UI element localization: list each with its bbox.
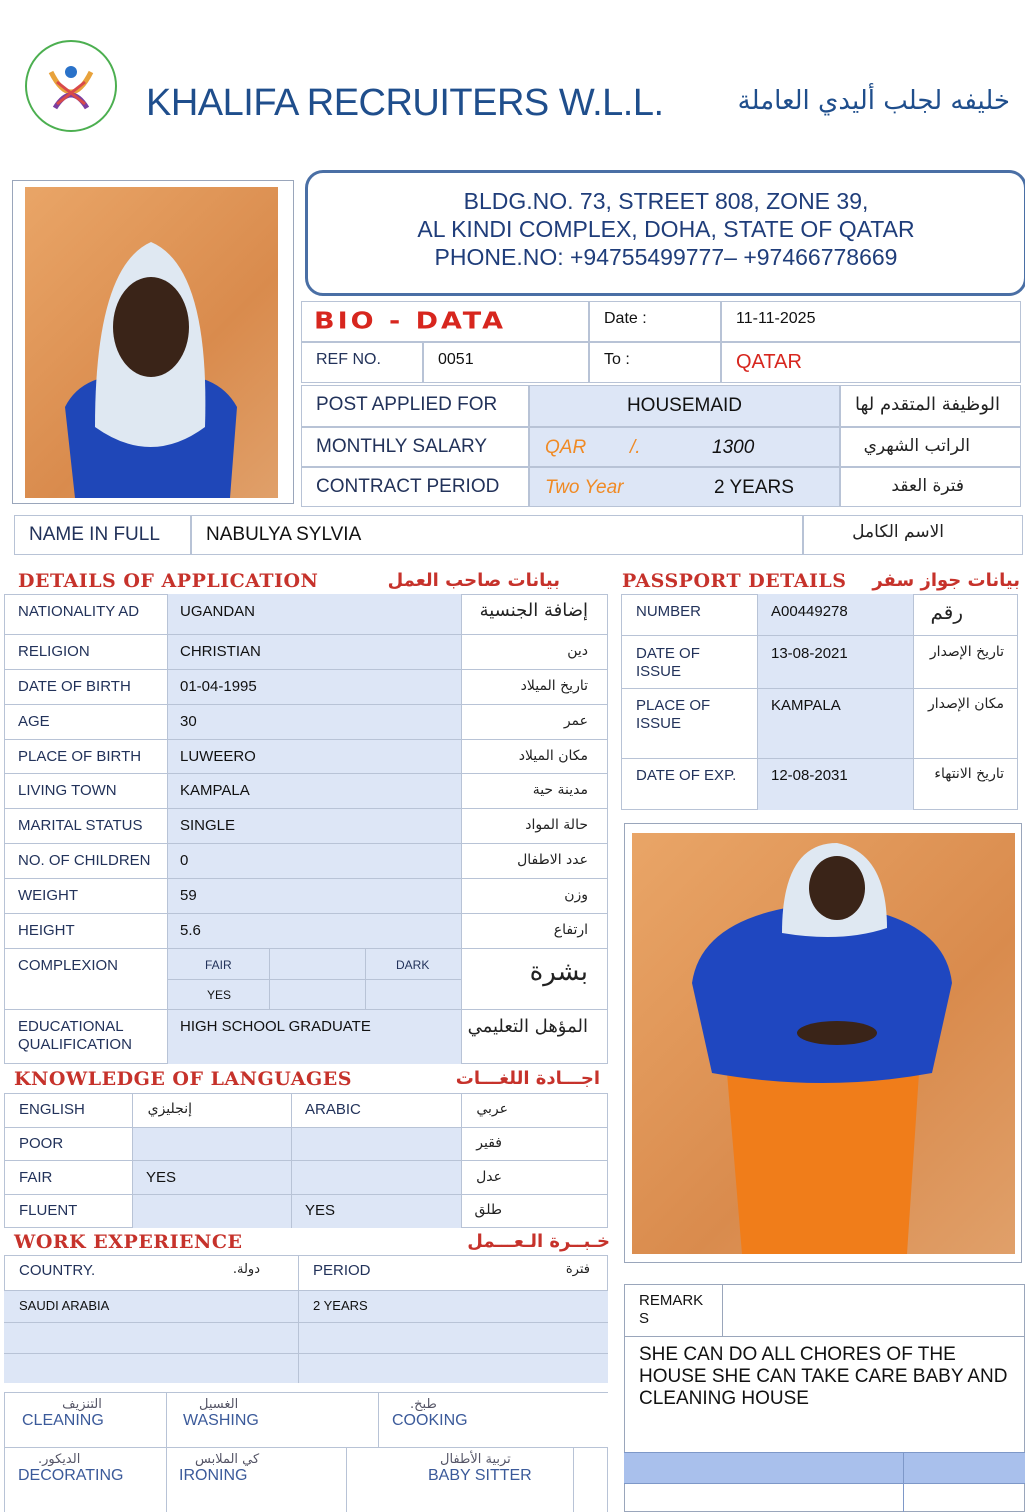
salary-separator: /. [630,437,641,458]
contract-hint: Two Year [545,477,624,498]
education-value: HIGH SCHOOL GRADUATE [180,1018,371,1035]
issue-date-label-2: ISSUE [636,663,682,680]
experience-section-title-arabic: خـبــرة الـعـــمل [467,1231,610,1252]
experience-period: 2 YEARS [313,1298,368,1313]
passport-number-label: NUMBER [636,603,702,620]
name-arabic-cell [803,515,1023,555]
contract-value: 2 YEARS [714,477,794,498]
complexion-label: COMPLEXION [18,957,119,974]
level-fair: FAIR [19,1169,53,1186]
post-label: POST APPLIED FOR [316,394,498,415]
level-poor-arabic: فقير [476,1135,502,1151]
date-label-cell [589,301,721,342]
experience-country: SAUDI ARABIA [19,1298,110,1313]
full-body-photo-frame [624,823,1022,1263]
language-english-arabic: إنجليزي [147,1101,192,1117]
issue-date: 13-08-2021 [771,645,848,662]
issue-date-arabic: تاريخ الإصدار [929,644,1004,660]
date-value: 11-11-2025 [736,310,816,327]
languages-section-title-arabic: اجـــادة اللغـــات [455,1068,600,1089]
bio-data-title: BIO - DATA [314,308,507,335]
expiry-date: 12-08-2031 [771,767,848,784]
skill-item: تربية الأطفال BABY SITTER [428,1452,532,1484]
application-row: NO. OF CHILDREN 0 عدد الاطفال [4,844,608,879]
education-arabic: المؤهل التعليمي [467,1016,588,1037]
salary-value-cell [529,427,840,467]
passport-number: A00449278 [771,603,848,620]
name-value-cell [191,515,803,555]
name-label: NAME IN FULL [29,524,160,545]
education-label-line-2: QUALIFICATION [18,1036,132,1053]
language-arabic: ARABIC [305,1101,361,1118]
bio-data-title-cell [301,301,589,342]
application-row: PLACE OF BIRTH LUWEERO مكان الميلاد [4,740,608,774]
portrait-photo [25,187,278,498]
salary-currency: QAR [545,437,587,458]
issue-place-arabic: مكان الإصدار [928,696,1004,712]
remarks-text: SHE CAN DO ALL CHORES OF THE HOUSE SHE CAN TAKE CARE BABY AND CLEANING HOUSE [639,1344,1008,1409]
post-value: HOUSEMAID [626,395,743,416]
address-box [305,170,1025,296]
to-value-cell [721,342,1021,383]
education-row [4,1010,608,1064]
level-poor: POOR [19,1135,64,1152]
ref-value-cell [423,342,589,383]
experience-section-title: WORK EXPERIENCE [14,1231,243,1253]
issue-place-label-1: PLACE OF [636,697,711,714]
date-label: Date : [604,310,647,327]
salary-arabic-cell [840,427,1021,467]
name-arabic: الاسم الكامل [852,522,944,542]
application-row: MARITAL STATUS SINGLE حالة المواد [4,809,608,844]
post-arabic-cell [840,385,1021,427]
salary-value: 1300 [712,437,755,458]
application-row: DATE OF BIRTH 01-04-1995 تاريخ الميلاد [4,670,608,705]
period-label-arabic: فترة [565,1262,590,1277]
period-label: PERIOD [313,1262,371,1279]
salary-label: MONTHLY SALARY [316,436,488,457]
country-label-arabic: دولة. [232,1262,260,1277]
country-label: COUNTRY. [19,1262,96,1279]
skill-item: التنزيف CLEANING [22,1397,104,1429]
post-arabic: الوظيفة المتقدم لها [854,394,1000,415]
skill-item: كي الملابس IRONING [179,1452,260,1484]
level-fluent: FLUENT [19,1202,78,1219]
ref-value: 0051 [438,351,474,368]
issue-place: KAMPALA [771,697,841,714]
issue-date-label-1: DATE OF [636,645,700,662]
application-section-title: DETAILS OF APPLICATION [18,570,319,592]
complexion-grid [167,949,461,1010]
contract-label: CONTRACT PERIOD [316,476,500,497]
date-value-cell [721,301,1021,342]
salary-label-cell [301,427,529,467]
languages-section-title: KNOWLEDGE OF LANGUAGES [14,1068,352,1090]
to-label: To : [604,351,630,368]
remarks-label-line-2: S [639,1310,650,1327]
complexion-fair: FAIR [205,958,232,972]
education-label-line-1: EDUCATIONAL [18,1018,124,1035]
application-row: NATIONALITY AD UGANDAN إضافة الجنسية [4,594,608,635]
name-value: NABULYA SYLVIA [206,524,362,545]
contract-label-cell [301,467,529,507]
portrait-photo-frame [12,180,294,504]
application-section-title-arabic: بيانات صاحب العمل [387,570,560,591]
contract-value-cell [529,467,840,507]
language-english: ENGLISH [19,1101,85,1118]
remarks-footer-row [624,1452,1025,1484]
issue-place-label-2: ISSUE [636,715,682,732]
remarks-label-line-1: REMARK [639,1292,704,1309]
application-row: WEIGHT 59 وزن [4,879,608,914]
salary-arabic: الراتب الشهري [863,436,970,456]
application-row: AGE 30 عمر [4,705,608,740]
post-value-cell [529,385,840,427]
application-row: RELIGION CHRISTIAN دين [4,635,608,670]
expiry-date-label: DATE OF EXP. [636,767,737,784]
fluent-arabic-value: YES [305,1202,336,1219]
ref-label: REF NO. [316,351,381,368]
to-label-cell [589,342,721,383]
name-label-cell [14,515,191,555]
passport-section-title: PASSPORT DETAILS [622,570,847,592]
level-fair-arabic: عدل [476,1169,502,1185]
phone-line: PHONE.NO: +94755499777– +97466778669 [434,244,898,270]
language-arabic-arabic: عربي [476,1101,508,1117]
skill-item: طبخ. COOKING [392,1397,468,1429]
expiry-date-arabic: تاريخ الانتهاء [934,766,1004,782]
company-name: KHALIFA RECRUITERS W.L.L. [146,82,664,124]
complexion-arabic: بشرة [529,957,588,987]
contract-arabic: فترة العقد [891,476,964,496]
company-name-arabic: خليفه لجلب أليدي العاملة [737,86,1010,116]
ref-label-cell [301,342,423,383]
skill-item: الديكور. DECORATING [18,1452,124,1484]
application-row: LIVING TOWN KAMPALA مدينة حية [4,774,608,809]
company-logo [25,40,117,132]
passport-section-title-arabic: بيانات جواز سفر [872,570,1020,591]
address-line-1: BLDG.NO. 73, STREET 808, ZONE 39, [463,188,869,214]
level-fluent-arabic: طلق [474,1202,502,1218]
to-value: QATAR [736,351,802,373]
skill-item: الغسيل WASHING [183,1397,259,1429]
complexion-dark: DARK [396,958,430,972]
post-label-cell [301,385,529,427]
complexion-yes: YES [207,988,232,1002]
full-body-photo [632,833,1015,1254]
passport-number-arabic: رقم [930,600,963,624]
address-line-2: AL KINDI COMPLEX, DOHA, STATE OF QATAR [417,216,915,242]
contract-arabic-cell [840,467,1021,507]
fair-english-value: YES [146,1169,177,1186]
application-row: HEIGHT 5.6 ارتفاع [4,914,608,949]
